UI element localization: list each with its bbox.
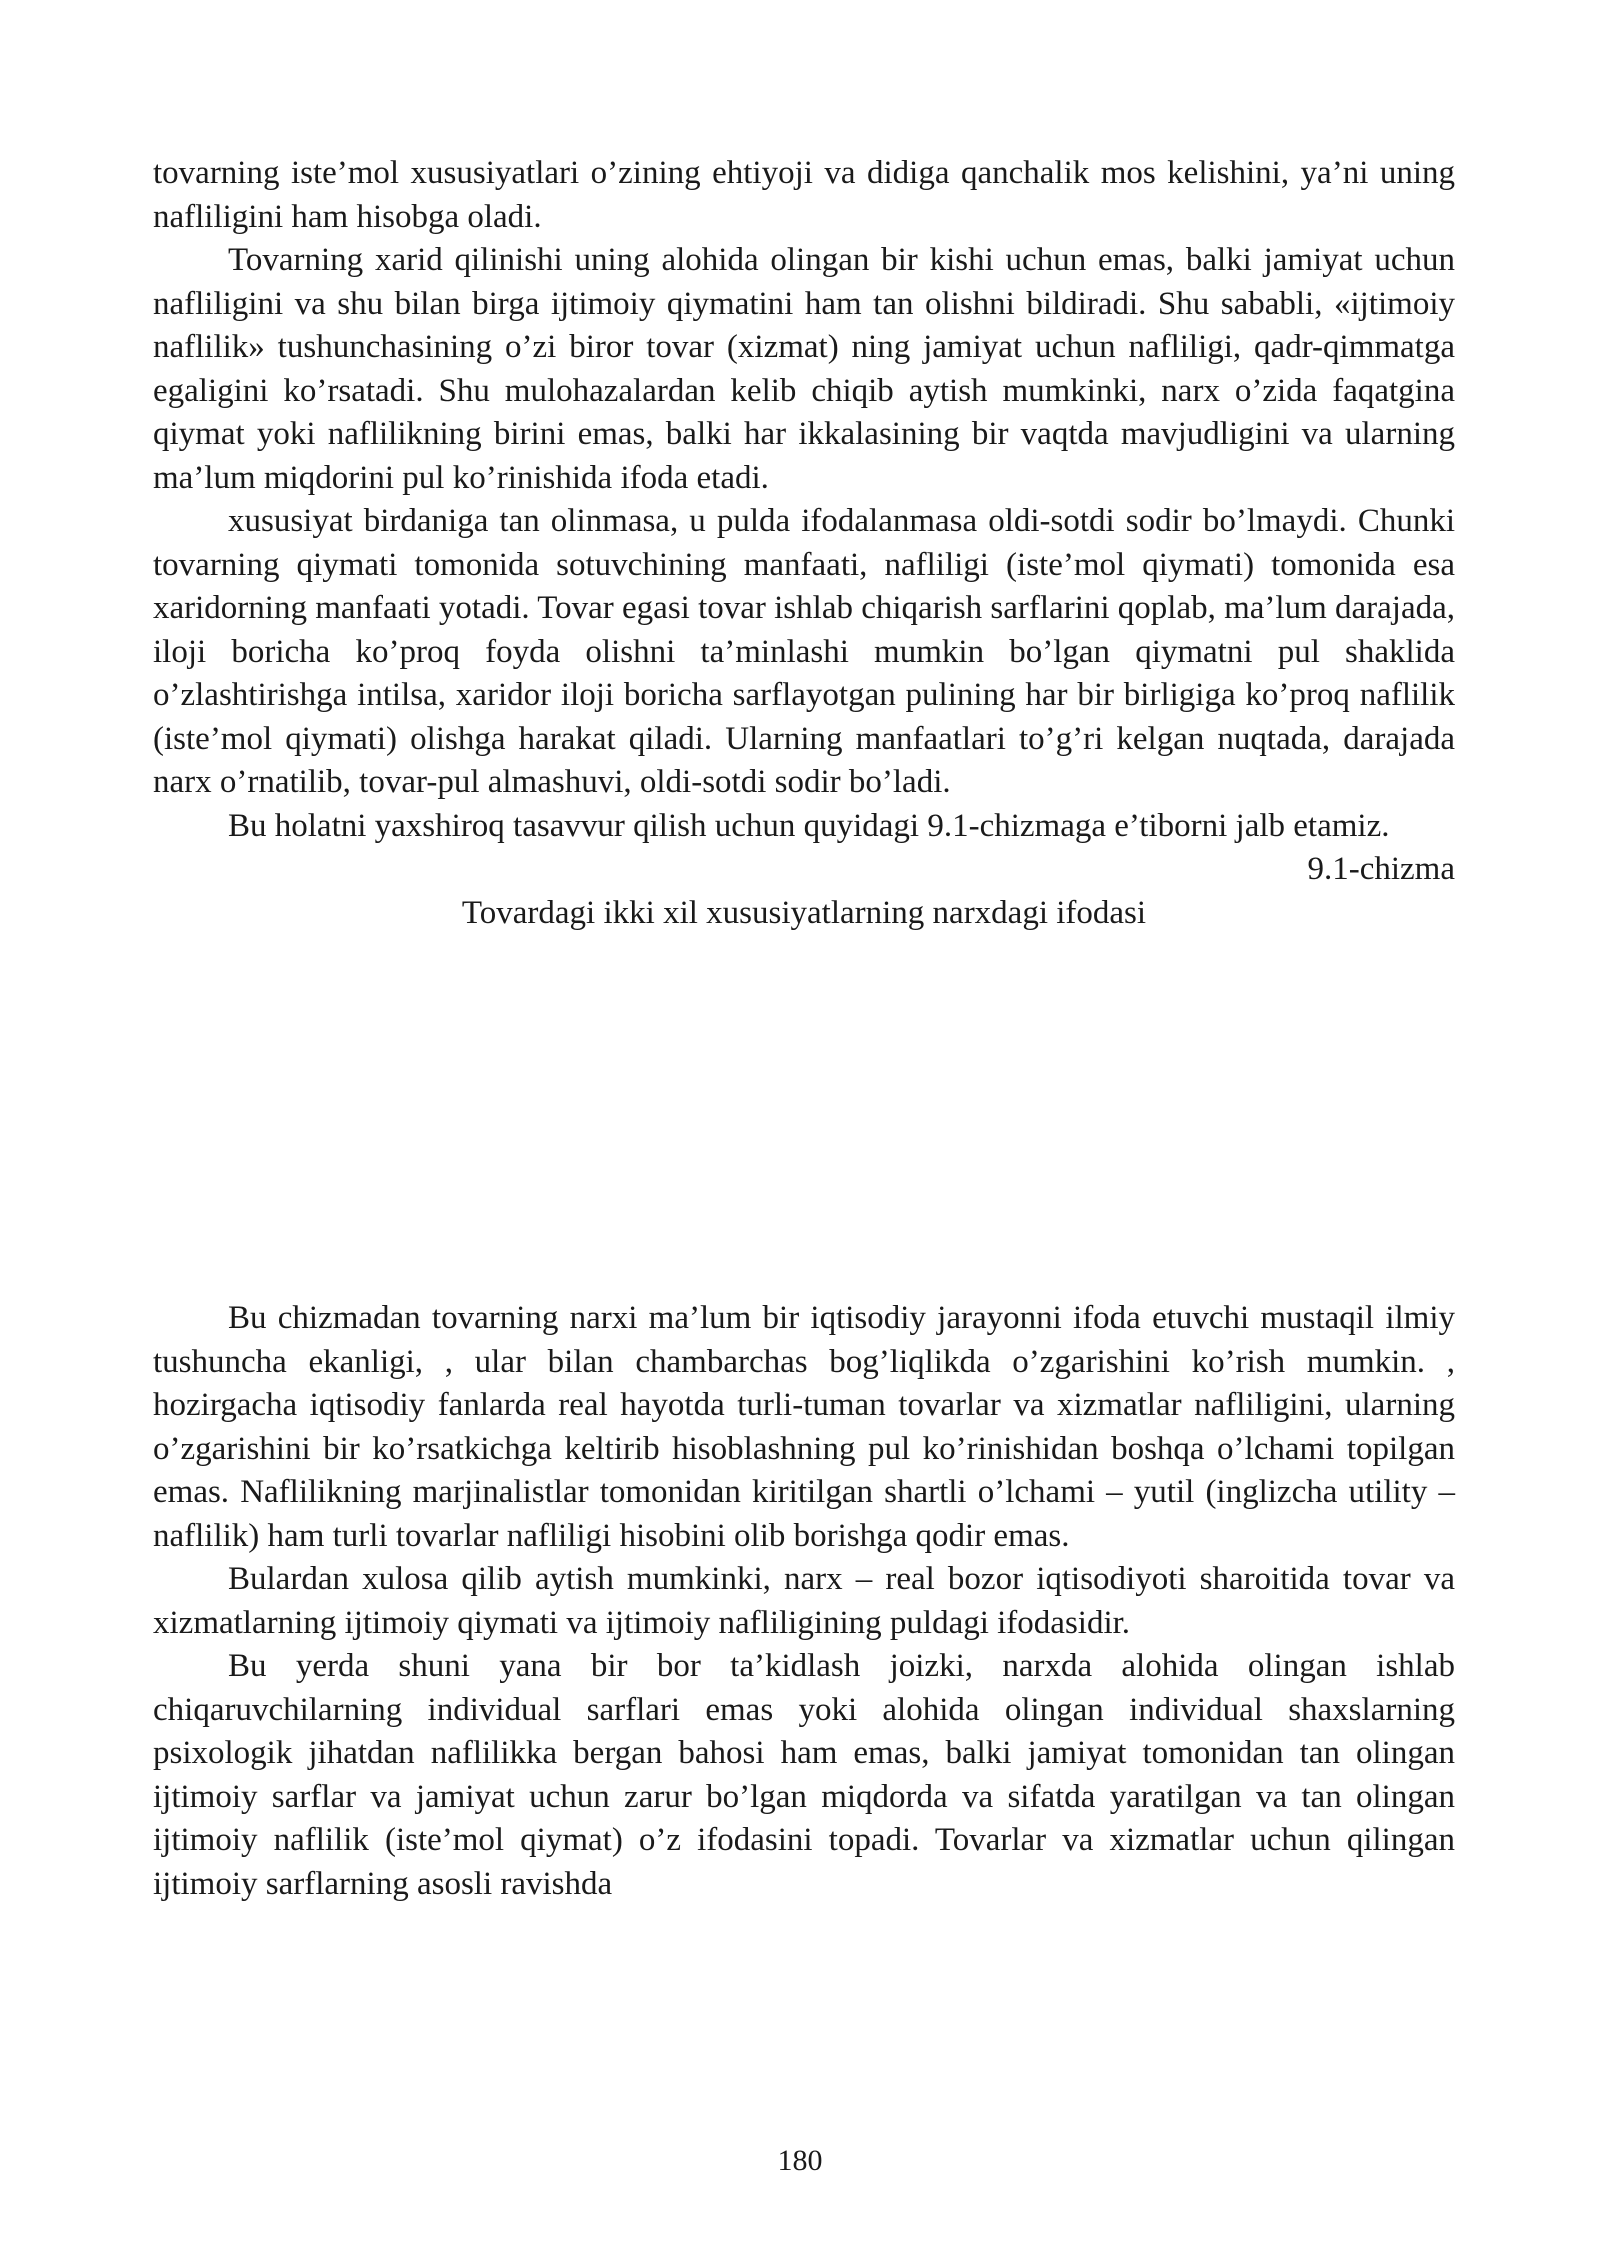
paragraph-6: Bulardan xulosa qilib aytish mumkinki, narx – real bozor iqtisodiyoti sharoitida tovar va xizmatlarning ijtimoiy qiymati va ijtimoiy nafliligining puldagi ifodasidir.	[153, 1561, 1455, 1641]
figure-placeholder	[153, 935, 1455, 1297]
paragraphs-bottom	[153, 1297, 1455, 1906]
paragraph-2: Tovarning xarid qilinishi uning alohida olingan bir kishi uchun emas, balki jamiyat uchun nafliligini va shu bilan birga ijtimoiy qiymatini ham tan olishni bildiradi. Shu sababli, «ijtimoiy naflilik» tushunchasining o’zi biror tovar (xizmat) ning jamiyat uchun nafliligi, qadr-qimmatga egaligini ko’rsatadi. Shu mulohazalardan kelib chiqib aytish mumkinki, narx o’zida faqatgina qiymat yoki naflilikning birini emas, balki har ikkalasining bir vaqtda mavjudligini va ularning ma’lum miqdorini pul ko’rinishida ifoda etadi.	[153, 242, 1455, 496]
figure	[153, 848, 1455, 1297]
paragraph-1: tovarning iste’mol xususiyatlari o’zining ehtiyoji va didiga qanchalik mos kelishini, ya’ni uning nafliligini ham hisobga oladi.	[153, 155, 1455, 235]
page-number: 180	[777, 2144, 823, 2177]
page-body	[153, 152, 1455, 1906]
figure-label: 9.1-chizma	[1307, 851, 1455, 887]
paragraph-5: Bu chizmadan tovarning narxi ma’lum bir iqtisodiy jarayonni ifoda etuvchi mustaqil ilmiy tushuncha ekanligi, , ular bilan chambarchas bog’liqlikda o’zgarishini ko’rish mumkin. , hozirgacha iqtisodiy fanlarda real hayotda turli-tuman tovarlar va xizmatlar nafliligini, ularning o’zgarishini bir ko’rsatkichga keltirib hisoblashning pul ko’rinishidan boshqa o’lchami topilgan emas. Naflilikning marjinalistlar tomonidan kiritilgan shartli o’lchami – yutil (inglizcha utility – naflilik) ham turli tovarlar nafliligi hisobini olib borishga qodir emas.	[153, 1300, 1455, 1554]
paragraph-4: Bu holatni yaxshiroq tasavvur qilish uchun quyidagi 9.1-chizmaga e’tiborni jalb etamiz.	[228, 807, 1390, 844]
paragraph-7: Bu yerda shuni yana bir bor ta’kidlash joizki, narxda alohida olingan ishlab chiqaruvchilarning individual sarflari emas yoki alohida olingan individual shaxslarning psixologik jihatdan naflilikka bergan bahosi ham emas, balki jamiyat tomonidan tan olingan ijtimoiy sarflar va jamiyat uchun zarur bo’lgan miqdorda va sifatda yaratilgan va tan olingan ijtimoiy naflilik (iste’mol qiymat) o’z ifodasini topadi. Tovarlar va xizmatlar uchun qilingan ijtimoiy sarflarning asosli ravishda	[153, 1648, 1455, 1902]
paragraphs-top	[153, 152, 1455, 848]
paragraph-3: xususiyat birdaniga tan olinmasa, u pulda ifodalanmasa oldi-sotdi sodir bo’lmaydi. Chunki tovarning qiymati tomonida sotuvchining manfaati, nafliligi (iste’mol qiymati) tomonida esa xaridorning manfaati yotadi. Tovar egasi tovar ishlab chiqarish sarflarini qoplab, ma’lum darajada, iloji boricha ko’proq foyda olishni ta’minlashi mumkin bo’lgan qiymatni pul shaklida o’zlashtirishga intilsa, xaridor iloji boricha sarflayotgan pulining har bir birligiga ko’proq naflilik (iste’mol qiymati) olishga harakat qiladi. Ularning manfaatlari to’g’ri kelgan nuqtada, darajada narx o’rnatilib, tovar-pul almashuvi, oldi-sotdi sodir bo’ladi.	[153, 503, 1455, 800]
figure-title: Tovardagi ikki xil xususiyatlarning narxdagi ifodasi	[461, 894, 1147, 931]
